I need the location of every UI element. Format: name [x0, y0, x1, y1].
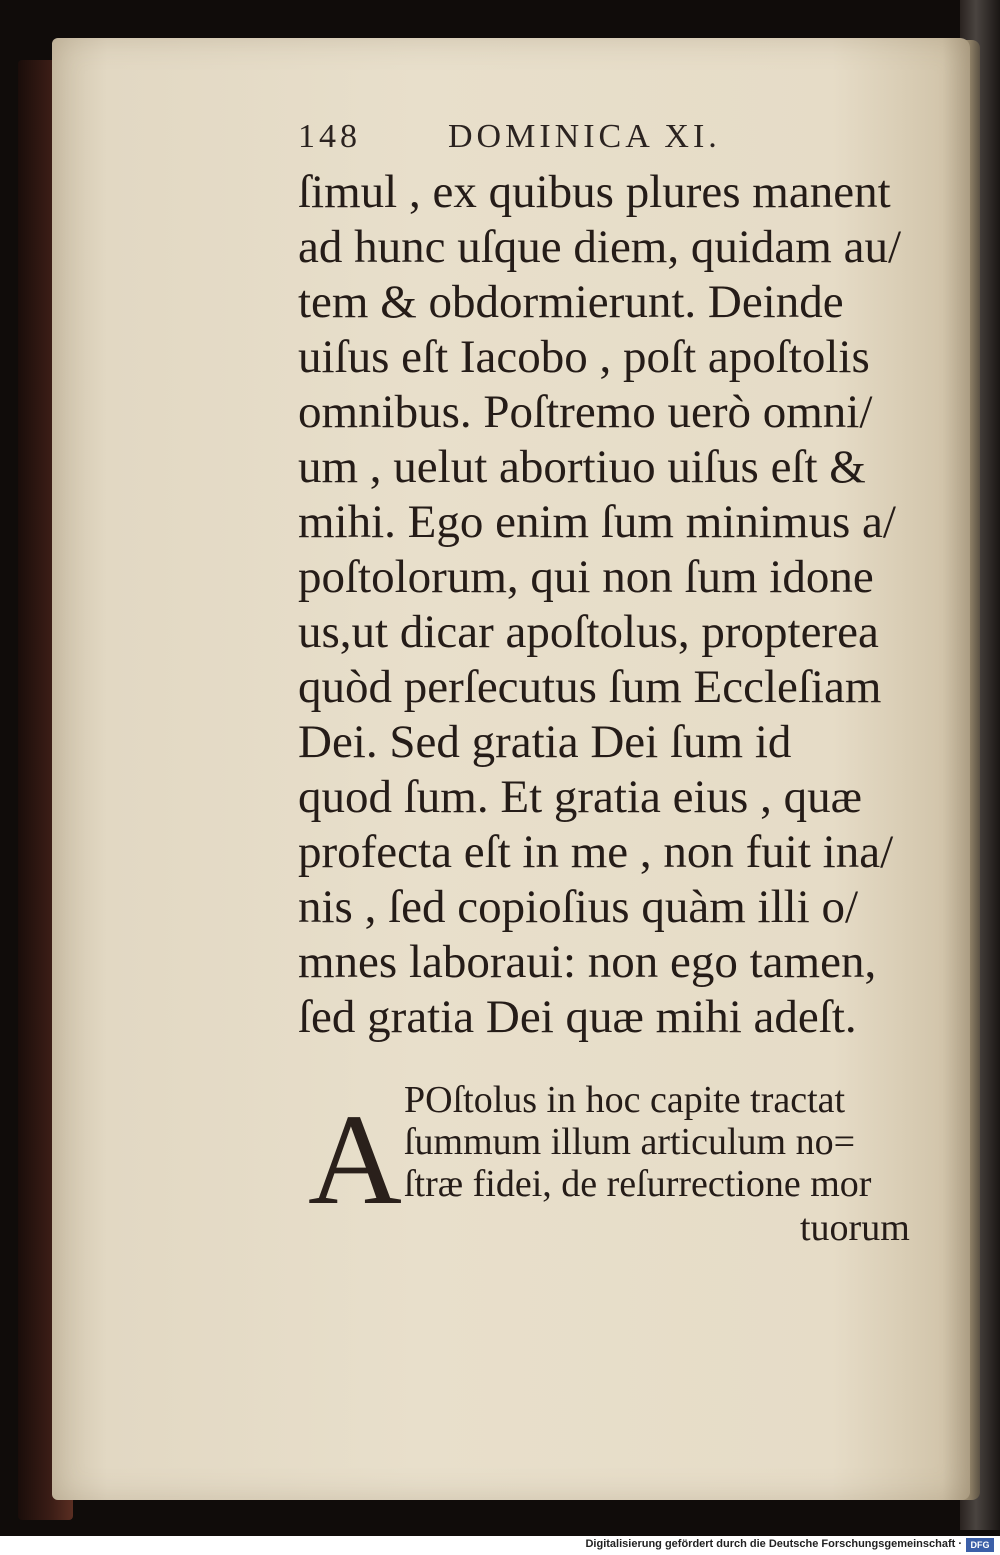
commentary-line: ſummum illum articulum no= — [404, 1121, 856, 1163]
text-line: us,ut dicar apoſtolus, propterea — [298, 606, 879, 658]
text-line: mihi. Ego enim ſum minimus a/ — [298, 496, 896, 548]
text-line: Dei. Sed gratia Dei ſum id — [298, 716, 792, 768]
section-title: DOMINICA XI. — [448, 118, 721, 155]
commentary-line: ſtræ fidei, de reſurrectione mor — [404, 1163, 872, 1205]
text-line: quod ſum. Et gratia eius , quæ — [298, 771, 862, 823]
text-line: ſimul , ex quibus plures manent — [298, 166, 891, 218]
catchword: tuorum — [800, 1207, 910, 1249]
text-line: mnes laboraui: non ego tamen, — [298, 936, 877, 988]
text-line: nis , ſed copioſius quàm illi o/ — [298, 881, 859, 933]
funding-credit: Digitalisierung gefördert durch die Deutsche Forschungsgemeinschaft · — [585, 1538, 962, 1550]
digitization-footer — [0, 1536, 1000, 1555]
text-line: omnibus. Poſtremo uerò omni/ — [298, 386, 873, 438]
commentary-line: POſtolus in hoc capite tractat — [404, 1079, 846, 1121]
text-line: quòd perſecutus ſum Eccleſiam — [298, 661, 882, 713]
text-line: ſed gratia Dei quæ mihi adeſt. — [298, 991, 857, 1043]
text-line: profecta eſt in me , non fuit ina/ — [298, 826, 894, 878]
text-line: uiſus eſt Iacobo , poſt apoſtolis — [298, 331, 870, 383]
text-line: tem & obdormierunt. Deinde — [298, 276, 844, 328]
dfg-logo-icon: DFG — [966, 1538, 994, 1552]
text-line: ad hunc uſque diem, quidam au/ — [298, 221, 902, 273]
commentary-block — [300, 1078, 940, 1258]
text-line: poſtolorum, qui non ſum idone — [298, 551, 874, 603]
drop-capital: A — [308, 1088, 402, 1232]
scripture-text — [298, 165, 938, 1045]
text-line: um , uelut abortiuo uiſus eſt & — [298, 441, 866, 493]
page-number: 148 — [298, 118, 361, 155]
running-head — [298, 118, 938, 158]
